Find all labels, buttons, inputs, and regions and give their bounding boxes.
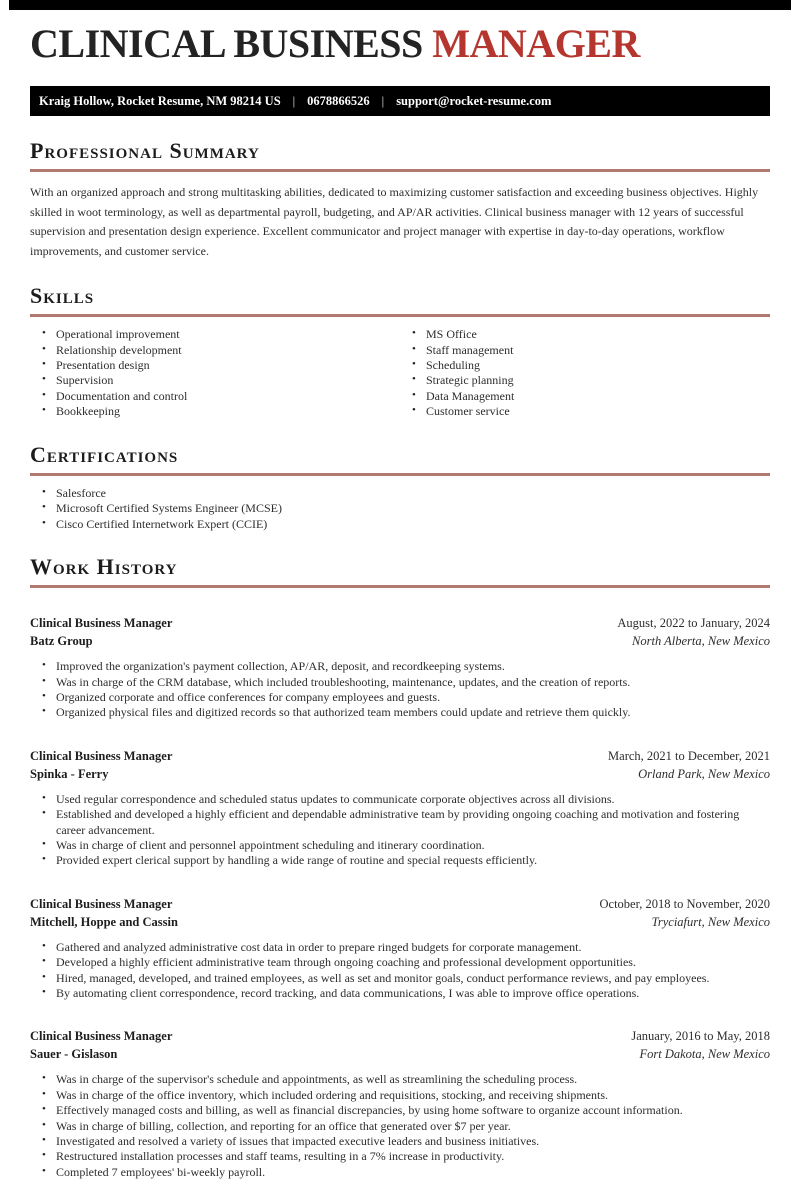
job-company: Batz Group [30, 634, 93, 649]
certifications-list [30, 486, 770, 532]
job-bullet: • Restructured installation processes and staff teams, resulting in a 7% increase in productivity. [42, 1149, 770, 1164]
work-history-jobs [30, 614, 770, 1180]
job-bullet: • Organized physical files and digitized records so that authorized team members could update and retrieve them quickly. [42, 705, 770, 720]
skill-item: • Relationship development [42, 343, 400, 358]
job-subheader-row [30, 765, 770, 783]
page-content [0, 23, 800, 1180]
job-bullet: • Developed a highly efficient administrative team through ongoing coaching and professional development opportunities. [42, 955, 770, 970]
job-entry [30, 747, 770, 869]
job-bullet-list [30, 1072, 770, 1180]
section-skills [30, 284, 770, 420]
job-dates: January, 2016 to May, 2018 [631, 1029, 770, 1044]
job-title: Clinical Business Manager [30, 896, 173, 911]
job-company: Sauer - Gislason [30, 1047, 118, 1062]
contact-address: Kraig Hollow, Rocket Resume, NM 98214 US [39, 93, 281, 108]
skill-item: • Strategic planning [412, 373, 770, 388]
job-location: Orland Park, New Mexico [638, 766, 770, 781]
page-title [30, 23, 770, 65]
job-bullet-list [30, 792, 770, 869]
job-location: Fort Dakota, New Mexico [639, 1047, 770, 1062]
certification-item: • Microsoft Certified Systems Engineer (MCSE) [42, 501, 770, 516]
job-entry [30, 614, 770, 721]
job-subheader-row [30, 913, 770, 931]
section-work-history [30, 555, 770, 1180]
skill-item: • Documentation and control [42, 389, 400, 404]
skill-item: • Supervision [42, 373, 400, 388]
contact-phone: 0678866526 [307, 93, 370, 108]
section-rule [30, 473, 770, 476]
job-bullet: • Was in charge of the supervisor's schedule and appointments, as well as streamlining the scheduling process. [42, 1072, 770, 1087]
skill-item: • Data Management [412, 389, 770, 404]
skills-columns [30, 327, 770, 419]
job-title: Clinical Business Manager [30, 616, 173, 631]
job-bullet: • Organized corporate and office conferences for company employees and guests. [42, 690, 770, 705]
skills-list-right [400, 327, 770, 419]
job-dates: March, 2021 to December, 2021 [608, 748, 770, 763]
job-bullet: • Hired, managed, developed, and trained employees, as well as set and monitor goals, conduct performance reviews, and pay employees. [42, 971, 770, 986]
skill-item: • MS Office [412, 327, 770, 342]
contact-separator: | [292, 93, 296, 108]
job-company: Mitchell, Hoppe and Cassin [30, 914, 178, 929]
job-bullet: • By automating client correspondence, record tracking, and data communications, I was able to improve office operations. [42, 986, 770, 1001]
page-title-accent: MANAGER [432, 21, 640, 66]
job-bullet: • Completed 7 employees' bi-weekly payroll. [42, 1165, 770, 1180]
contact-email: support@rocket-resume.com [396, 93, 552, 108]
section-rule [30, 169, 770, 172]
summary-text: With an organized approach and strong multitasking abilities, dedicated to maximizing customer satisfaction and exceeding business objectives. Highly skilled in woot terminology, as well as departmental payroll, budgeting, and AP/AR activities. Clinical business manager with 12 years of successful supervision and presentation design experience. Excellent communicator and project manager with expertise in day-to-day operations, workflow improvements, and customer service. [30, 185, 759, 258]
top-border-bar [9, 0, 791, 10]
skill-item: • Customer service [412, 404, 770, 419]
job-bullet: • Effectively managed costs and billing, as well as financial discrepancies, by using home software to organize account information. [42, 1103, 770, 1118]
certification-item: • Salesforce [42, 486, 770, 501]
skill-item: • Operational improvement [42, 327, 400, 342]
section-heading-summary: Professional Summary [30, 138, 260, 163]
job-bullet: • Was in charge of billing, collection, and reporting for an office that generated over $7 per year. [42, 1119, 770, 1134]
job-title: Clinical Business Manager [30, 1029, 173, 1044]
section-rule [30, 585, 770, 588]
job-bullet: • Gathered and analyzed administrative cost data in order to prepare ringed budgets for corporate management. [42, 940, 770, 955]
contact-separator: | [381, 93, 385, 108]
job-title: Clinical Business Manager [30, 748, 173, 763]
job-location: Tryciafurt, New Mexico [651, 914, 770, 929]
section-heading-skills: Skills [30, 282, 95, 308]
contact-bar [30, 86, 770, 116]
job-bullet: • Used regular correspondence and scheduled status updates to communicate corporate objectives across all divisions. [42, 792, 770, 807]
job-bullet: • Was in charge of the office inventory, which included ordering and requisitions, stocking, and receiving shipments. [42, 1088, 770, 1103]
job-header-row [30, 747, 770, 765]
job-bullet: • Established and developed a highly efficient and dependable administrative team by providing ongoing coaching and motivation and fostering career advancement. [42, 807, 770, 838]
job-bullet: • Improved the organization's payment collection, AP/AR, deposit, and recordkeeping systems. [42, 659, 770, 674]
job-subheader-row [30, 1045, 770, 1063]
skill-item: • Scheduling [412, 358, 770, 373]
job-header-row [30, 895, 770, 913]
section-rule [30, 314, 770, 317]
section-heading-work-history: Work History [30, 553, 178, 579]
job-header-row [30, 614, 770, 632]
job-dates: October, 2018 to November, 2020 [599, 896, 770, 911]
job-entry [30, 1027, 770, 1180]
certification-item: • Cisco Certified Internetwork Expert (CCIE) [42, 517, 770, 532]
job-subheader-row [30, 632, 770, 650]
job-bullet: • Provided expert clerical support by handling a wide range of routine and special requests efficiently. [42, 853, 770, 868]
job-bullet: • Was in charge of the CRM database, which included troubleshooting, maintenance, updates, and the creation of reports. [42, 675, 770, 690]
page-title-black: CLINICAL BUSINESS [30, 21, 433, 66]
section-heading-certifications: Certifications [30, 441, 179, 467]
job-bullet-list [30, 940, 770, 1002]
job-bullet-list [30, 659, 770, 721]
section-professional-summary [30, 139, 770, 261]
job-company: Spinka - Ferry [30, 766, 109, 781]
job-bullet: • Was in charge of client and personnel appointment scheduling and itinerary coordination. [42, 838, 770, 853]
job-bullet: • Investigated and resolved a variety of issues that impacted executive leaders and business initiatives. [42, 1134, 770, 1149]
job-entry [30, 895, 770, 1002]
section-certifications [30, 443, 770, 532]
skills-list-left [30, 327, 400, 419]
job-location: North Alberta, New Mexico [632, 634, 770, 649]
job-dates: August, 2022 to January, 2024 [617, 616, 770, 631]
skill-item: • Presentation design [42, 358, 400, 373]
skill-item: • Bookkeeping [42, 404, 400, 419]
job-header-row [30, 1027, 770, 1045]
skill-item: • Staff management [412, 343, 770, 358]
